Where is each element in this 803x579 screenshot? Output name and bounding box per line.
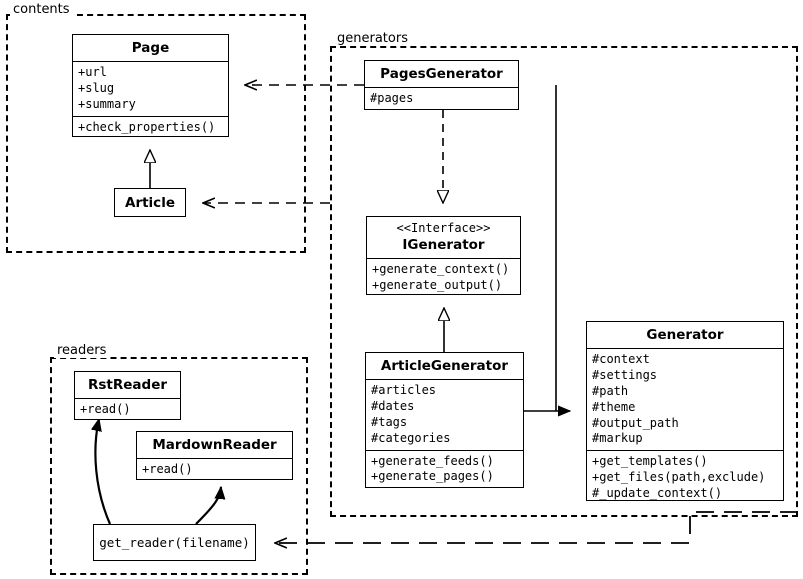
attribute: +url: [78, 65, 107, 80]
class-mardown-reader[interactable]: [136, 431, 293, 480]
method: +generate_output(): [372, 278, 503, 293]
method: #_update_context(): [592, 485, 723, 500]
class-rst-reader-name: RstReader: [87, 377, 168, 393]
package-generators-label: generators: [334, 31, 411, 46]
class-article[interactable]: [114, 188, 186, 217]
attribute: +summary: [78, 96, 136, 111]
class-page[interactable]: [72, 34, 229, 137]
class-article-generator-name: ArticleGenerator: [380, 358, 509, 374]
function-get-reader-label: get_reader(filename): [99, 535, 250, 550]
class-rst-reader[interactable]: [74, 371, 181, 420]
class-page-name: Page: [131, 40, 170, 56]
method: +get_templates(): [592, 454, 708, 469]
class-page-attributes: [73, 61, 228, 115]
class-generator-methods: [587, 450, 783, 504]
class-article-generator[interactable]: [365, 352, 524, 488]
class-mardown-reader-methods: [137, 458, 292, 481]
method: +read(): [80, 402, 131, 417]
attribute: #dates: [371, 399, 415, 414]
class-generator-name: Generator: [646, 327, 724, 343]
class-page-methods: [73, 116, 228, 139]
method: +generate_context(): [372, 262, 510, 277]
method: +get_files(path,exclude): [592, 469, 766, 484]
package-readers-label: readers: [54, 343, 109, 358]
attribute: +slug: [78, 81, 115, 96]
method: +read(): [142, 462, 193, 477]
attribute: #markup: [592, 431, 643, 446]
attribute: #tags: [371, 414, 408, 429]
function-get-reader[interactable]: [93, 524, 256, 561]
method: +check_properties(): [78, 119, 216, 134]
class-article-name: Article: [125, 194, 175, 211]
class-igenerator-stereotype: <<Interface>>: [396, 221, 491, 235]
attribute: #path: [592, 383, 629, 398]
attribute: #output_path: [592, 415, 679, 430]
class-article-generator-attributes: [366, 379, 523, 449]
class-pages-generator-attributes: [365, 87, 518, 110]
attribute: #categories: [371, 430, 451, 445]
class-pages-generator[interactable]: [364, 60, 519, 110]
attribute: #pages: [370, 91, 414, 106]
attribute: #articles: [371, 383, 437, 398]
class-igenerator-methods: [367, 258, 520, 297]
class-generator[interactable]: [586, 321, 784, 501]
attribute: #context: [592, 352, 650, 367]
class-article-generator-methods: [366, 450, 523, 489]
method: +generate_feeds(): [371, 453, 494, 468]
method: +generate_pages(): [371, 469, 494, 484]
class-mardown-reader-name: MardownReader: [152, 437, 277, 453]
package-contents-label: contents: [10, 2, 73, 17]
class-rst-reader-methods: [75, 398, 180, 421]
attribute: #settings: [592, 368, 658, 383]
class-generator-attributes: [587, 348, 783, 450]
attribute: #theme: [592, 399, 636, 414]
class-igenerator-name: IGenerator: [402, 237, 485, 253]
class-pages-generator-name: PagesGenerator: [380, 66, 503, 82]
class-igenerator[interactable]: [366, 216, 521, 295]
